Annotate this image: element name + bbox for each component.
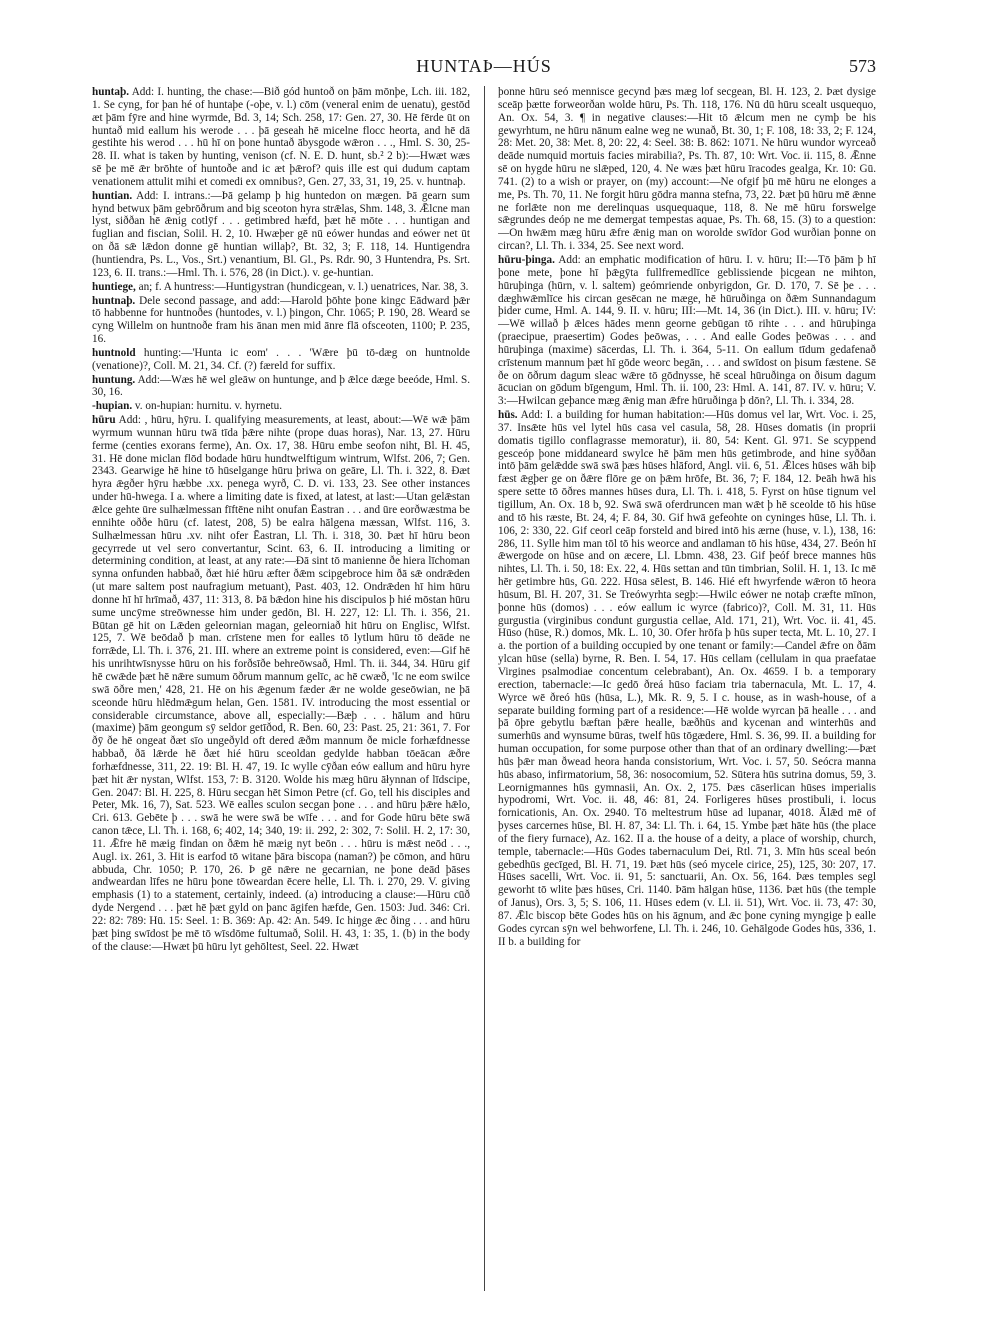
entry-text: þonne hūru seó mennisce gecynd þæs mæg lof secgean, Bl. H. 123, 2. Þæt dysige sceāp þætte forweorðan wolde hūru, Ps. Th. 118, 176. Nū dū hūru scealt usquequo, An. Ox. 54, 3. ¶ in negative clauses:—Hit tō ǣlcum men ne cymþ be his gewyrhtum, ne hūru nānum ealne weg ne wunað, Bt. 30, 1; F. 108, 18: 33, 2; F. 124, 28: Met. 20, 38: Met. 8, 20: 22, 4: Seel. 38: B. 862: 1071. Ne hūru wundor wyrceað deāde numquid mortuis facies mirabilia?, Ps. Th. 87, 10: Wrt. Voc. ii. 115, 8. Ǣnne sē on hygde hūru ne slǣped, 120, 4. Ne wæs þæt hūru īracodes gealga, Kr. 10: Gū. 741. (2) to a wish or prayer, on (my) account:—Ne ofgif þū mē hūru ne elonges a me, Ps. Th. 70, 11. Ne forgit hūru gōdra manna stefna, 73, 22. Þæt þū hūru mē ǣnne ne forlǣte non me derelinquas usquequaque, 118, 8. Ne mē hūru forswelge sǣgrundes deóp ne me demergat tempestas aquae, Ps. Th. 68, 15. (3) to a question:—On hwǣm mæg hūru ǣfre ǣnig man on worolde swīdor God wurðian þonne on circan?, Ll. Th. i. 334, 25. See next word. [498,86,876,253]
entry-headword: hūs. [498,409,518,422]
page-number: 573 [849,56,876,76]
entry-headword: huntaþ. [92,86,130,98]
page-header [92,56,876,78]
dictionary-entry [92,347,470,373]
right-column [498,86,876,1291]
dictionary-entry [92,281,470,294]
running-title: HUNTAÞ—HÚS [416,56,552,76]
dictionary-entry [92,295,470,346]
entry-headword: huntiege, [92,280,136,293]
column-divider [484,86,485,1291]
entry-text: Add:—Wæs hē wel gleāw on huntunge, and þ ǣlce dæge beeóde, Hml. S. 30, 16. [92,373,470,399]
dictionary-entry-continued [498,86,876,253]
entry-headword: hūru [92,414,116,427]
entry-text: Add: I. hunting, the chase:—Bið gód huntoð on þām mōnþe, Lch. iii. 182, 1. Se cyng, for þan hé of huntaþe (-oþe, v. l.) cōm (veneral enim de uenatu), gestōd æt þām fȳre and hine wyrmde, Bd. 3, 14; Sch. 258, 17: Gen. 27, 30. Hē fērde ūt on huntað mid eallum his werode . . . þā geseah hē micelne flocc heorta, and hē dā gestihte his werod . . . hū hī on þone huntað ābysgode wǣron . . ., Hml. S. 30, 25-28. II. what is taken by hunting, venison (cf. N. E. D. hunt, sb.² 2 b):—Hwæt wæs sē þe mē ǣr brōhte of huntoðe and ic æt þǣrof? quis ille est qui dudum captam venationem attulit mihi et comedi ex omnibus?, Gen. 27, 33, 31, 19, 25. v. huntnaþ. [92,86,470,188]
entry-headword: huntnold [92,346,136,359]
entry-headword: hūru-þinga. [498,253,555,266]
left-column [92,86,470,1291]
entry-text: Dele second passage, and add:—Harold þōhte þone kingc Eādward þǣr tō habbenne for huntnoðes (huntodes, v. l.) þingon, Chr. 1065; P. 190, 28. Weard se cyng Willelm on huntnoðe fram his ānan men mid ānre flā ofsceoten, 1100; P. 235, 16. [92,294,470,346]
entry-headword: huntnaþ. [92,294,136,307]
entry-text: v. on-hupian: hurnitu. v. hyrnetu. [132,400,282,413]
entry-headword: huntung. [92,373,136,386]
dictionary-entry [498,409,876,948]
dictionary-entry [92,190,470,280]
dictionary-entry [92,374,470,400]
dictionary-entry [92,414,470,953]
entry-headword: -hupian. [92,400,133,413]
entry-text: Add: I. intrans.:—Þā gelamp þ hig huntedon on mægen. Þā gearn sum hynd betwux þām gebrōðrum and big sceoton hyra strǣlas, Shm. 148, 3. Ǣlcne man lyst, siððan hē ǣnig cotlȳf . . . getimbred hæfd, þæt hē mōte . . . huntigan and fuglian and fiscian, Solil. H. 2, 10. Hwæþer gē nū eówer hundas and eówer net ūt on ðā sǣ lǣdon donne gē huntian willaþ?, Bt. 32, 3; F. 118, 14. Huntigendra (huntiendra, Ps. L., Vos., Srt.) venantium, Bl. Gl., Ps. Rdr. 90, 3 Huntendra, Ps. Srt. 123, 6. II. trans.:—Hml. Th. i. 576, 28 (in Dict.). v. ge-huntian. [92,189,470,279]
dictionary-entry [92,400,470,413]
entry-text: Add: an emphatic modification of hūru. I. v. hūru; II:—Tō þām þ hī þone mete, þone hī þǣgȳta fullfremedlīce geblissiende þicgean ne mihton, hūruþinga (hūrn, v. l. saltem) geómriende onbyrigdon, Gr. D. 170, 7. Sē þe . . . dæghwǣmlīce his circan gesēcan ne mæge, hē hūruðinga on ðǣm Sunnandagum þider cume, Hml. A. 144, 9. II. v. hūru; III:—Mt. 14, 36 (in Dict.). III. v. hūru; IV:—Wē willað þ ǣlces hādes menn georne gebūgan tō rihte . . . and hūruþinga (praecipue, praesertim) Godes þeōwas, . . . And ealle Godes þeōwas . . . and hūruþinga (maxime) sācerdas, Ll. Th. i. 364, 5-11. On eallum tīdum gedafenað crīstenum mannum þæt hī gōde weorc begān, . . . and swīdost on þisum fæstene. Sē ðe on ōðrum dagum sleac wǣre tō gōdnysse, hē sceal hūruðinga on ðisum dagum ācucian on gōdum bīgengum, Hml. Th. ii. 100, 23: Hml. A. 141, 87. IV. v. hūru; V. 3:—Hwilcan geþance mæg ǣnig man ǣfre hūruðinga þ dōn?, Ll. Th. i. 334, 28. [498,253,876,408]
entry-headword: huntian. [92,189,133,202]
entry-text: hunting:—'Hunta ic eom' . . . 'Wǣre þū tō-dæg on huntnolde (venatione)?, Coll. M. 21, 34. Cf. (?) færeld for suffix. [92,346,470,372]
entry-text: Add: , hūru, hȳru. I. qualifying measurements, at least, about:—Wē wǣ þām wyrmum wunnan hūru twā tīda þǣre nihte (prope duas horas), Nar. 13, 27. Hūru ferme (centies exorans ferme), An. Ox. 17, 38. Hūru embe seofon niht, Bl. H. 45, 31. Hē done miclan flōd bodade hūru hundtwelftigum wintrum, Wlfst. 206, 7; Gen. 2343. Gearwige hē hine tō hūselgange hūru þriwa on geāre, Ll. Th. i. 322, 8. Ðæt hyra ǣgðer hȳru hæbbe .xx. penega wyrð, C. D. vi. 133, 23. See other instances under hū-hwega. I a. where a limiting date is fixed, at latest, at last:—Utan gelǣstan ǣlce gehte ūre sulhælmessan fīftēne niht onufan Ēastran . . . and ūre eorðwæstma be ennihte oððe hūru (cf. latest, 208, 5) be ealra hālgena mæssan, Wlfst. 116, 3. Sulhælmessan hūru .xv. niht ofer Ēastran, Ll. Th. i. 318, 30. Þæt hī hūru beon gecyrrede ut vel sero convertantur, Scint. 63, 6. II. introducing a limiting or determining condition, at least, at any rate:—Ðā sint tō manienne ðe hiera līchoman synna onfunden habbað, ðæt hié hūru æfter ðǣm scipgebroce him ðā sǣ ondrǣden (ut mare saltem post naufragium metuant), Past. 403, 12. Ondrǣden hī him hūru donne hī hī hrīmað, 437, 11: 313, 8. Þā bǣdon hine his discipulos þ hié mōstan hūru sume uncȳme streōwnesse him under gedōn, Bl. H. 227, 12: Ll. Th. i. 356, 21. Būtan gē hit on Lǣden geleornian magan, geleorniað hit hūru on Englisc, Wlfst. 125, 7. Wē beōdað þ man. crīstene men for ealles tō lytlum hūru tō deāde ne forrǣde, Ll. Th. i. 376, 21. III. where an extreme point is considered, even:—Gif hē his unrihtwīsnysse hūru on his forðsīðe behreōwsað, Hml. Th. ii. 344, 34. Hūru gif hē cwǣde þæt hē nǣre sumum ōðrum mannum gelīc, ac hē cwæð, 'Ic ne eom swilce swā ōðre men,' 428, 21. Hē on his ǣgenum fæder ǣr ne wolde geseōwian, ne þā sceonde hūru hlēdmǣgum helan, Gen. 1581. IV. introducing the most essential or considerable circumstance, above all, especially:—Bæþ . . . hālum and hūru (maxime) þām geongum sȳ seldor getīðod, R. Ben. 60, 23: Past. 25, 21: 361, 7. For ðȳ ðe hē ongeat ðæt sīo ungeðyld oft dered ǣðm mannum ðe micle forhæfdnesse habbað, ðā lǣrde hē ðæt hié hūru sceoldan gedylde habban tōeācan ǣðre forhæfdnesse, 311, 22. 19: Bl. H. 47, 19. Ic wylle cȳðan eów eallum and hūru hyre þæt hit ǣr nystan, Wlfst. 153, 7: B. 3120. Wolde his mæg hūru āłynnan of līdscipe, Gen. 2047: Bl. H. 225, 8. Hūru secgan hēt Simon Petre (cf. Go, tell his disciples and Peter, Mk. 16, 7), Sat. 523. Wē ealles sculon secgan þone . . . and hūru þǣre hǣlo, Cri. 613. Gebēte þ . . . swā he were swā be wīfe . . . and for Gode hūru bēte swā canon tǣce, Ll. Th. i. 168, 6; 402, 14; 340, 19: ii. 292, 2: 302, 7: Solil. H. 2, 17: 30, 11. Ǣfre hē mæig findan on ðǣm hē mæig nyt beōn . . . hūru is mǣst neōd . . ., Augl. ix. 261, 3. Hit is earfod tō witane þāra biscopa (naman?) þe cōmon, and hūru abbuda, Chr. 1050; P. 170, 26. Þ gē nǣre ne gecarnian, ne þone deād þāses andweardan līfes ne hūru þone tōweardan ēcere helle, Ll. Th. i. 270, 29. V. giving emphasis (1) to a statement, certainly, indeed. (a) introducing a clause:—Hūru cūð dyde Nergend . . . þæt hē þæt gyld on þanc āgifen hæfde, Gen. 1503: Jud. 346: Cri. 22: 82: 789: Hū. 15: Seel. 1: B. 369: Ap. 42: An. 549. Ic hiŋge ǣc ðing . . . and hūru þæt þing swīdost þe mē tō wīsdōme fultumað, Solil. H. 43, 1: 35, 1. (b) in the body of the clause:—Hwæt þū hūru lyt gehōltest, Seel. 22. Hwæt [92,414,470,953]
entry-text: Add: I. a building for human habitation:—Hūs domus vel lar, Wrt. Voc. i. 25, 37. Insǣte hūs vel lytel hūs casa vel casula, 58, 28. Hūses domatis (in proprii domatis tigillo conflagrasse memoratur), ii. 80, 54: Kent. Gl. 971. Se scyppend gesceóp þone middaneard swylce hē þām men hūs getimbrode, and hine syððan intō þām gelǣdde swā swā þæs hūses hlāford, Angl. vii. 6, 51. Ǣlces hūses wāh biþ fæst ǣgþer ge on ðǣre flōre ge on þǣm hrōfe, Bt. 36, 7; F. 184, 12. Þeāh hwā his spere sette tō ōðres mannes hūses dura, Ll. Th. i. 418, 5. Fyrst on hūse tignum vel tigillum, An. Ox. 18 b, 92. Swā swā oferdruncen man wǣt þ hē sceolde tō his hūse and tō his ræste, Bt. 24, 4; F. 84, 30. Gif hwā gefeohte on cyninges hūse, Ll. Th. i. 106, 2: 330, 22. Gif ceorl ceāp forsteld and bired intō his ærne (huse, v. l.), 138, 16: 286, 11. Sylle him man tōl tō his weorce and andlaman tō his hūse, 434, 27. Beón hī ǣwergode on hūse and on æcere, Ll. Lbmn. 438, 23. Gif þeóf brece mannes hūs nihtes, Ll. Th. i. 50, 18: Ex. 22, 4. Hūs settan and tūn timbrian, Solil. H. 1, 13. Ic mē hēr getimbre hūs, Gū. 222. Hūsa sēlest, B. 146. Hié eft hwyrfende wǣron tō heora hūsum, Bl. H. 207, 31. Se Treówyrhta segþ:—Hwilc eówer ne notaþ cræfte mīnon, þonne hūs (domos) . . . eów eallum ic wyrce (fabrico)?, Coll. M. 31, 11. Hūs gurgustia (virginibus condunt gurgustia cellae, Ald. 171, 21), Wrt. Voc. ii. 41, 45. Hūso (hūse, R.) domos, Mk. L. 10, 30. Ofer hrōfa þ hūs super tecta, Mt. L. 10, 27. I a. the portion of a building occupied by one tenant or family:—Candel ǣfre on ðām ylcan hūse (sella) byrne, R. Ben. I. 54, 17. Hūs cellam (cellulam in qua praefatae Virgines psalmodiae concentum celebrabant), An. Ox. 4659. I b. a temporary erection, tabernacle:—Ic gedō ðreá hūso faciam tria tabernacula, Mt. L. 17, 4. Wyrce wē ðreó hūs (hūsa, L.), Mk. R. 9, 5. I c. house, as in wash-house, of a separate building forming part of a residence:—Hē wolde wyrcan þā healle . . . and þā ōþre gebytlu bæftan þǣre healle, bæðhūs and kycenan and winterhūs and sumerhūs and wynsume būras, twelf hūs tōgædere, Hml. S. 36, 99. II. a building for human occupation, for some purpose other than that of an ordinary dwelling:—Þæt hūs þǣr man ðwead heora handa consistorium, Wrt. Voc. i. 57, 50. Seócra manna hūs abaso, infirmatorium, 58, 36: nosocomium, 52. Sūtera hūs sutrina domus, 59, 3. Leornigmannes hūs gymnasii, An. Ox. 2, 175. Þæs cāserlican hūses imperialis hypodromi, Wrt. Voc. ii. 48, 46: 81, 24. Forligeres hūses prostibuli, i. locus fornicationis, An. Ox. 2940. Tō meltestrum hūse ad lupanar, 4018. Ālǣd mē of þyses carcernes hūse, Bl. H. 87, 34: Ll. Th. i. 64, 15. Ymbe þæt hāte hūs (the place of the fiery furnace), Az. 162. II a. the house of a deity, a place of worship, church, temple, tabernacle:—Hūs Godes tabernaculum Dei, Rtl. 71, 3. Mīn hūs sceal beón gebedhūs gecīged, Bl. H. 71, 19. Þæt hūs (seó mycele cirice, 25), 125, 30: 207, 17. Hūses sacelli, Wrt. Voc. ii. 91, 5: sanctuarii, An. Ox. 56, 164. Þæs temples segl geworht tō wlite þæs hūses, Cri. 1140. Þām hālgan hūse, 1136. Þæt hūs (the temple of Janus), Ors. 3, 5; S. 106, 11. Hūses edem (v. Ll. ii. 51), Wrt. Voc. ii. 73, 47: 30, 87. Ǣlc biscop bēte Godes hūs on his āgnum, and ǣc þone cyning myngige þ ealle Godes cyrcan sȳn wel behworfene, Ll. Th. i. 246, 10. Gehālgode Godes hūs, 336, 1. II b. a building for [498,409,876,948]
dictionary-entry [92,86,470,189]
entry-text: an; f. A huntress:—Huntigystran (hundicgean, v. l.) uenatrices, Nar. 38, 3. [135,280,469,293]
dictionary-entry [498,254,876,408]
